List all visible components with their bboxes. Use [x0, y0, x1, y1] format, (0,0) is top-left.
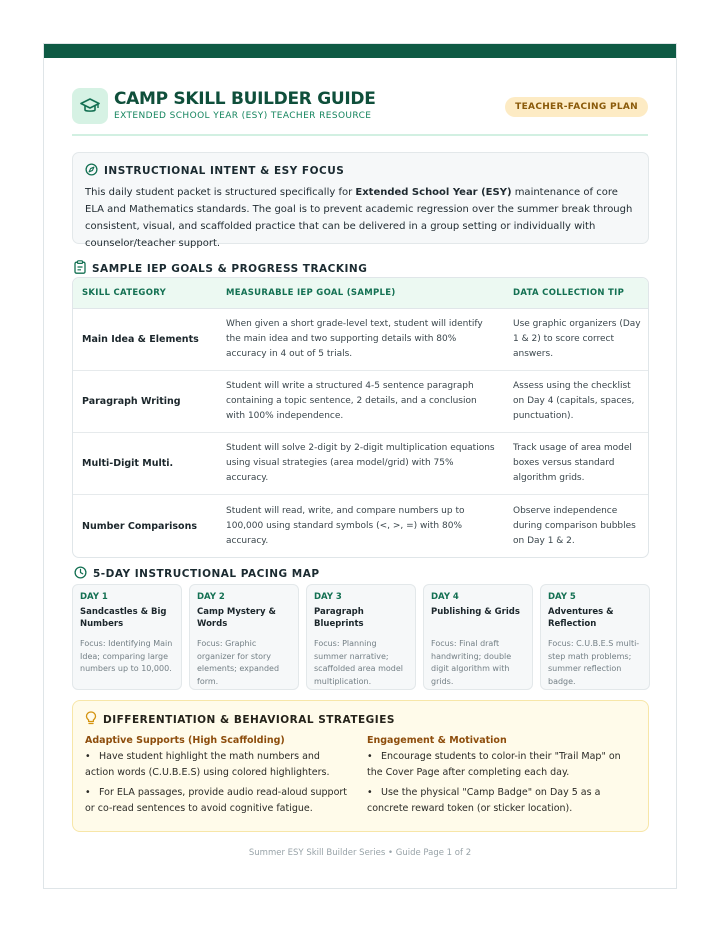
skill-cell: Multi-Digit Multi. [82, 458, 174, 469]
skill-cell: Main Idea & Elements [82, 334, 199, 345]
day-title: Adventures & Reflection [548, 607, 614, 629]
tip-cell: Assess using the checklist on Day 4 (capitals, spaces, punctuation). [513, 381, 635, 421]
list-item [85, 785, 350, 817]
day-title: Camp Mystery & Words [197, 607, 276, 629]
goal-cell: Student will read, write, and compare numbers up to 100,000 using standard symbols (<, >, =) with 80% accuracy. [226, 505, 465, 546]
goal-cell: Student will write a structured 4-5 sentence paragraph containing a topic sentence, 2 details, and a conclusion with 100% independence. [226, 381, 477, 421]
iep-heading-row [74, 260, 367, 277]
skill-cell: Paragraph Writing [82, 396, 181, 407]
page-title: CAMP SKILL BUILDER GUIDE [114, 89, 376, 109]
differentiation-box [72, 700, 649, 832]
pacing-heading-row [74, 566, 320, 582]
lightbulb-icon [85, 711, 97, 728]
table-row [73, 309, 648, 371]
clipboard-icon [74, 260, 86, 277]
day-title: Publishing & Grids [431, 607, 520, 617]
audience-badge: TEACHER-FACING PLAN [505, 97, 648, 117]
differentiation-heading: DIFFERENTIATION & BEHAVIORAL STRATEGIES [103, 713, 395, 726]
clock-icon [74, 566, 87, 582]
intent-box [72, 152, 649, 249]
list-item [367, 785, 632, 817]
day-title: Sandcastles & Big Numbers [80, 607, 167, 629]
column-header: DATA COLLECTION TIP [513, 288, 625, 298]
intent-heading-row [85, 163, 636, 179]
day-card [189, 584, 299, 690]
bullet: • [367, 751, 373, 762]
guide-page [43, 43, 677, 889]
iep-heading: SAMPLE IEP GOALS & PROGRESS TRACKING [92, 262, 368, 275]
differentiation-heading-row [85, 711, 636, 728]
day-focus: Focus: Final draft handwriting; double digit algorithm with grids. [431, 639, 512, 686]
intent-text-part: This daily student packet is structured specifically for [85, 187, 356, 198]
header-divider [72, 134, 648, 136]
engagement-column [367, 735, 632, 821]
day-focus: Focus: Identifying Main Idea; comparing large numbers up to 10,000. [80, 639, 173, 673]
pacing-map [72, 584, 649, 691]
strategy-list [367, 749, 632, 817]
skill-cell: Number Comparisons [82, 520, 197, 532]
day-number: DAY 4 [431, 592, 459, 602]
pacing-heading: 5-DAY INSTRUCTIONAL PACING MAP [93, 568, 320, 580]
goal-cell: Student will solve 2-digit by 2-digit multiplication equations using visual strategies (area model/grid) with 75% accuracy. [226, 443, 495, 483]
adaptive-supports-column [85, 735, 350, 821]
table-row [73, 495, 648, 557]
list-item [85, 749, 350, 781]
day-number: DAY 1 [80, 592, 108, 602]
page-subtitle: EXTENDED SCHOOL YEAR (ESY) TEACHER RESOURCE [114, 111, 372, 121]
compass-icon [85, 163, 98, 179]
day-card [423, 584, 533, 690]
graduation-cap-icon [72, 88, 108, 124]
tip-cell: Track usage of area model boxes versus standard algorithm grids. [513, 443, 632, 483]
column-header: MEASURABLE IEP GOAL (SAMPLE) [226, 288, 396, 298]
intent-text-bold: Extended School Year (ESY) [355, 187, 512, 198]
iep-goals-table [72, 277, 649, 558]
list-item [367, 749, 632, 781]
day-focus: Focus: C.U.B.E.S multi-step math problems; summer reflection badge. [548, 639, 640, 686]
bullet: • [85, 787, 91, 798]
day-number: DAY 3 [314, 592, 342, 602]
column-title: Engagement & Motivation [367, 735, 507, 746]
table-header [73, 278, 648, 309]
list-item-text: Encourage students to color-in their "Trail Map" on the Cover Page after completing each day. [367, 751, 621, 778]
day-card [306, 584, 416, 690]
list-item-text: Use the physical "Camp Badge" on Day 5 as a concrete reward token (or sticker location). [367, 787, 601, 814]
day-card [72, 584, 182, 690]
column-title: Adaptive Supports (High Scaffolding) [85, 735, 285, 746]
day-number: DAY 2 [197, 592, 225, 602]
list-item-text: Have student highlight the math numbers and action words (C.U.B.E.S) using colored highlighters. [85, 751, 330, 778]
day-number: DAY 5 [548, 592, 576, 602]
page-footer: Summer ESY Skill Builder Series • Guide Page 1 of 2 [248, 848, 472, 858]
day-focus: Focus: Planning summer narrative; scaffolded area model multiplication. [314, 639, 404, 686]
top-accent-bar [44, 44, 676, 58]
strategy-list [85, 749, 350, 817]
day-title: Paragraph Blueprints [314, 607, 364, 629]
goal-cell: When given a short grade-level text, student will identify the main idea and two supporting details with 80% accuracy in 4 out of 5 trials. [226, 319, 483, 359]
tip-cell: Observe independence during comparison bubbles on Day 1 & 2. [513, 505, 636, 546]
intent-text [85, 184, 636, 252]
table-row [73, 371, 648, 433]
table-row [73, 433, 648, 495]
intent-heading: INSTRUCTIONAL INTENT & ESY FOCUS [104, 165, 345, 177]
bullet: • [85, 751, 91, 762]
intent-text-part: maintenance of core ELA and Mathematics standards. The goal is to prevent academic regression over the summer break through consistent, visual, and scaffolded practice that can be delivered in a group setting or individually with counselor/teacher support. [85, 187, 633, 249]
day-focus: Focus: Graphic organizer for story elements; expanded form. [197, 639, 280, 686]
bullet: • [367, 787, 373, 798]
column-header: SKILL CATEGORY [82, 288, 167, 298]
list-item-text: For ELA passages, provide audio read-aloud support or co-read sentences to avoid cognitive fatigue. [85, 787, 348, 814]
tip-cell: Use graphic organizers (Day 1 & 2) to score correct answers. [513, 319, 641, 359]
day-card [540, 584, 650, 690]
